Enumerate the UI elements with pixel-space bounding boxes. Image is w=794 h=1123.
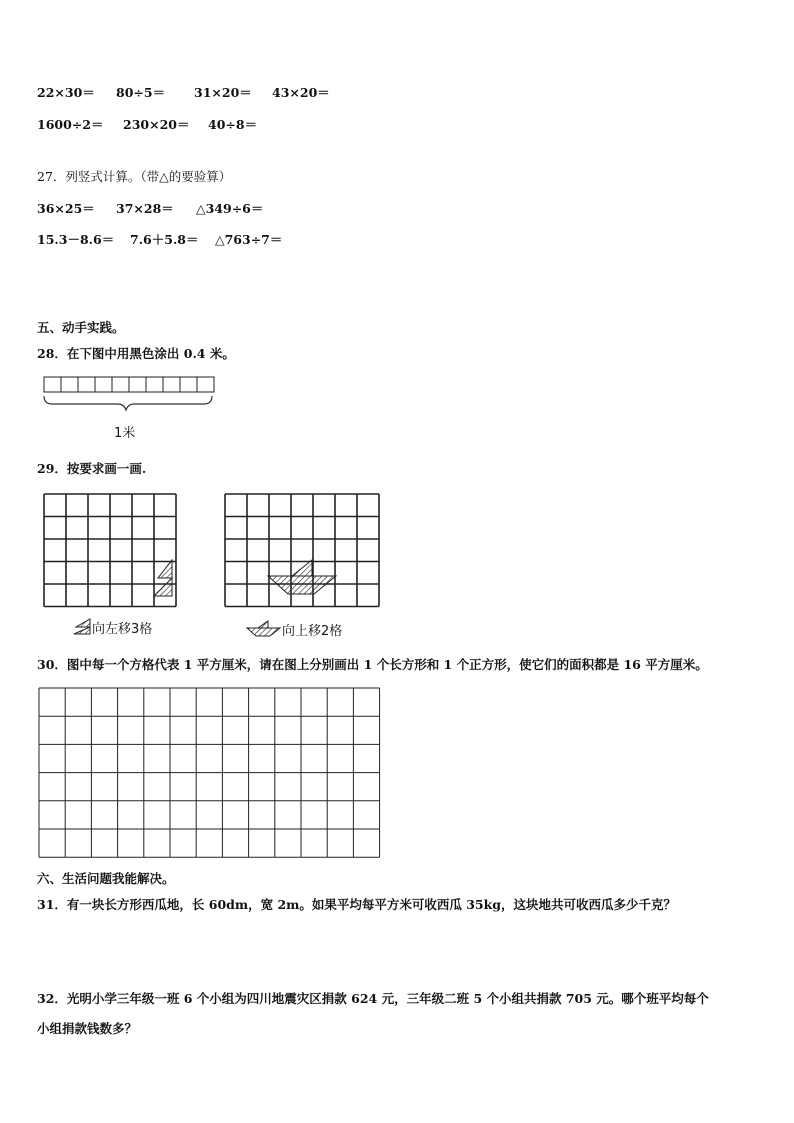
strip-cell: [163, 377, 180, 392]
meter-strip-figure: [40, 376, 220, 426]
vertical-calc-item: △349÷6＝: [196, 201, 264, 216]
right-caption: 向上移2格: [282, 624, 343, 639]
vertical-calc-item: △763÷7＝: [215, 232, 283, 247]
strip-cell: [44, 377, 61, 392]
flag-caption-icon: [72, 618, 94, 636]
oral-item: 31×20＝: [194, 85, 252, 100]
strip-cell: [180, 377, 197, 392]
strip-cell: [95, 377, 112, 392]
strip-cell: [61, 377, 78, 392]
q27-row-2: [37, 230, 282, 248]
q27-title: 27．列竖式计算。（带△的要验算）: [37, 169, 232, 184]
q27-row-1: [37, 199, 263, 217]
oral-item: 40÷8＝: [208, 117, 258, 132]
oral-calc-row-2: [37, 115, 257, 133]
translation-grid-left: [43, 493, 243, 613]
strip-cell: [112, 377, 129, 392]
oral-item: 1600÷2＝: [37, 117, 104, 132]
boat-shape-right: [268, 556, 348, 596]
vertical-calc-item: 7.6＋5.8＝: [130, 232, 199, 247]
boat-caption-icon: [246, 620, 282, 638]
section-6-title: 六、生活问题我能解决。: [37, 871, 175, 886]
strip-cell: [78, 377, 95, 392]
vertical-calc-item: 15.3－8.6＝: [37, 232, 115, 247]
vertical-calc-item: 37×28＝: [116, 201, 174, 216]
q29-title: 29．按要求画一画.: [37, 461, 147, 476]
strip-cell: [129, 377, 146, 392]
strip-cell: [197, 377, 214, 392]
vertical-calc-item: 36×25＝: [37, 201, 95, 216]
q31-text: 31．有一块长方形西瓜地，长 60dm，宽 2m。如果平均每平方米可收西瓜 35kg，这块地共可收西瓜多少千克？: [37, 897, 677, 912]
q32-line-1: 32．光明小学三年级一班 6 个小组为四川地震灾区捐款 624 元，三年级二班 5 个小组共捐款 705 元。哪个班平均每个: [37, 991, 709, 1006]
left-caption: 向左移3格: [92, 622, 153, 637]
oral-item: 22×30＝: [37, 85, 95, 100]
q32-line-2: 小组捐款钱数多？: [37, 1021, 138, 1036]
square-cm-grid: [38, 687, 383, 859]
flag-shape-left: [152, 558, 182, 588]
q30-title: 30．图中每一个方格代表 1 平方厘米，请在图上分别画出 1 个长方形和 1 个正方形，使它们的面积都是 16 平方厘米。: [37, 657, 708, 672]
oral-item: 43×20＝: [272, 85, 330, 100]
q28-title: 28．在下图中用黑色涂出 0.4 米。: [37, 346, 235, 361]
strip-cells: [44, 377, 214, 392]
brace: [44, 396, 212, 410]
meter-label: 1米: [114, 426, 136, 441]
strip-cell: [146, 377, 163, 392]
oral-item: 80÷5＝: [116, 85, 166, 100]
oral-item: 230×20＝: [123, 117, 190, 132]
oral-calc-row-1: [37, 83, 330, 101]
section-5-title: 五、动手实践。: [37, 320, 125, 335]
